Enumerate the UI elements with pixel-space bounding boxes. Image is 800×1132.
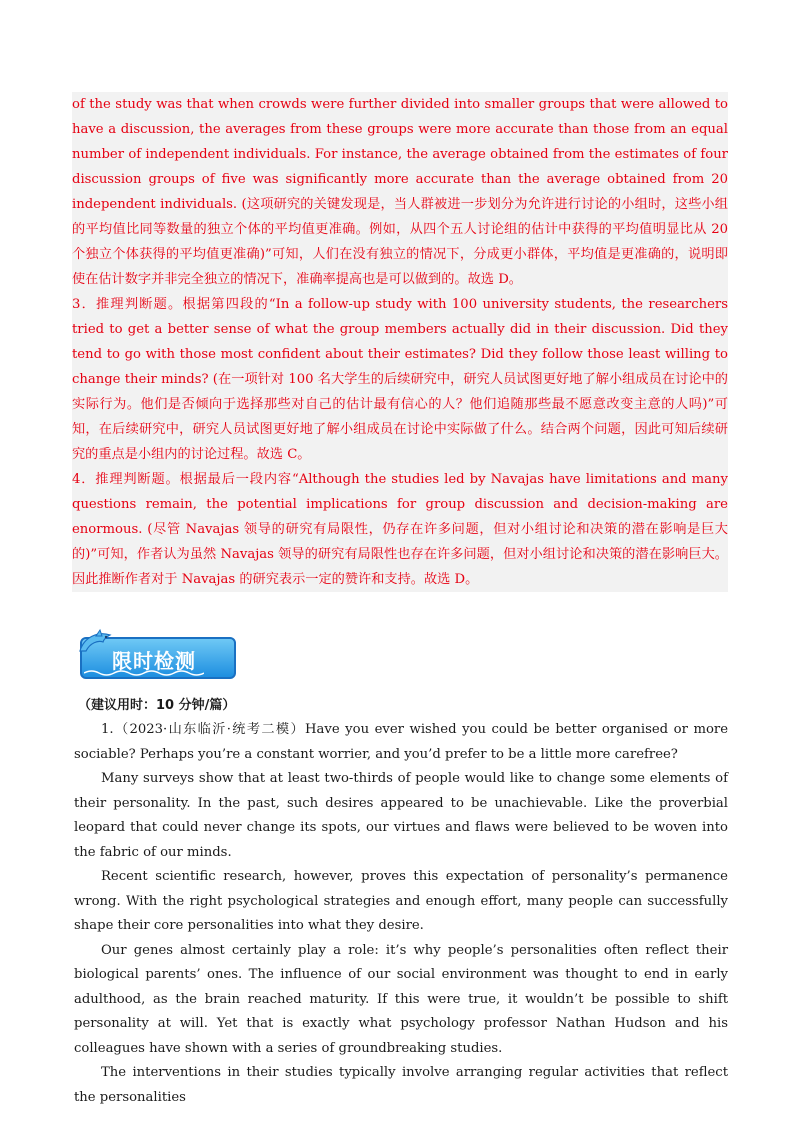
answer-paragraph: of the study was that when crowds were further divided into smaller groups that were allowed to have a discussion, the averages from these groups were more accurate than those from an equal number of independent individuals. For instance, the average obtained from the estimates of four discussion groups of five was significantly more accurate than the average obtained from 20 independent individuals. (这项研究的关键发现是，当人群被进一步划分为允许进行讨论的小组时，这些小组的平均值比同等数量的独立个体的平均值更准确。例如，从四个五人讨论组的估计中获得的平均值明显比从 20 个独立个体获得的平均值更准确)”可知，人们在没有独立的情况下，分成更小群体，平均值是更准确的，说明即使在估计数字并非完全独立的情况下，准确率提高也是可以做到的。故选 D。 (72, 97, 728, 287)
answer-explanation-block (72, 92, 728, 592)
section-banner (76, 627, 238, 687)
passage-paragraph: Our genes almost certainly play a role: it’s why people’s personalities often reflect their biological parents’ ones. The influence of our social environment was thought to end in early adulthood, as the brain reached maturity. If this were true, it wouldn’t be possible to shift personality at will. Yet that is exactly what psychology professor Nathan Hudson and his colleagues have shown with a series of groundbreaking studies. (74, 942, 728, 1056)
passage-paragraph: Many surveys show that at least two-thirds of people would like to change some elements of their personality. In the past, such desires appeared to be unachievable. Like the proverbial leopard that could never change its spots, our virtues and flaws were believed to be woven into the fabric of our minds. (74, 771, 728, 860)
answer-paragraph: 4．推理判断题。根据最后一段内容“Although the studies led by Navajas have limitations and many questions remain, the potential implications for group discussion and decision-making are enormous. (尽管 Navajas 领导的研究有局限性，仍存在许多问题，但对小组讨论和决策的潜在影响是巨大的)”可知，作者认为虽然 Navajas 领导的研究有局限性也存在许多问题，但对小组讨论和决策的潜在影响巨大。因此推断作者对于 Navajas 的研究表示一定的赞许和支持。故选 D。 (72, 472, 728, 587)
dolphin-icon (76, 627, 116, 667)
suggested-time-note: （建议用时：10 分钟/篇） (78, 698, 236, 713)
reading-passage (74, 718, 728, 1110)
answer-paragraph: 3．推理判断题。根据第四段的“In a follow-up study with 100 university students, the researchers tried to get a better sense of what the group members actually did in their discussion. Did they tend to go with those most confident about their estimates? Did they follow those least willing to change their minds? (在一项针对 100 名大学生的后续研究中，研究人员试图更好地了解小组成员在讨论中的实际行为。他们是否倾向于选择那些对自己的估计最有信心的人？他们追随那些最不愿意改变主意的人吗)”可知，在后续研究中，研究人员试图更好地了解小组成员在讨论中实际做了什么。结合两个问题，因此可知后续研究的重点是小组内的讨论过程。故选 C。 (72, 297, 728, 462)
passage-paragraph: Recent scientific research, however, proves this expectation of personality’s permanence wrong. With the right psychological strategies and enough effort, many people can successfully shape their core personalities into what they desire. (74, 869, 728, 933)
passage-paragraph: 1.（2023·山东临沂·统考二模）Have you ever wished you could be better organised or more sociable? Perhaps you’re a constant worrier, and you’d prefer to be a little more carefree? (74, 722, 728, 762)
passage-paragraph: The interventions in their studies typically involve arranging regular activities that reflect the personalities (74, 1065, 728, 1105)
banner-title: 限时检测 (112, 649, 196, 673)
wave-decoration (84, 669, 204, 677)
